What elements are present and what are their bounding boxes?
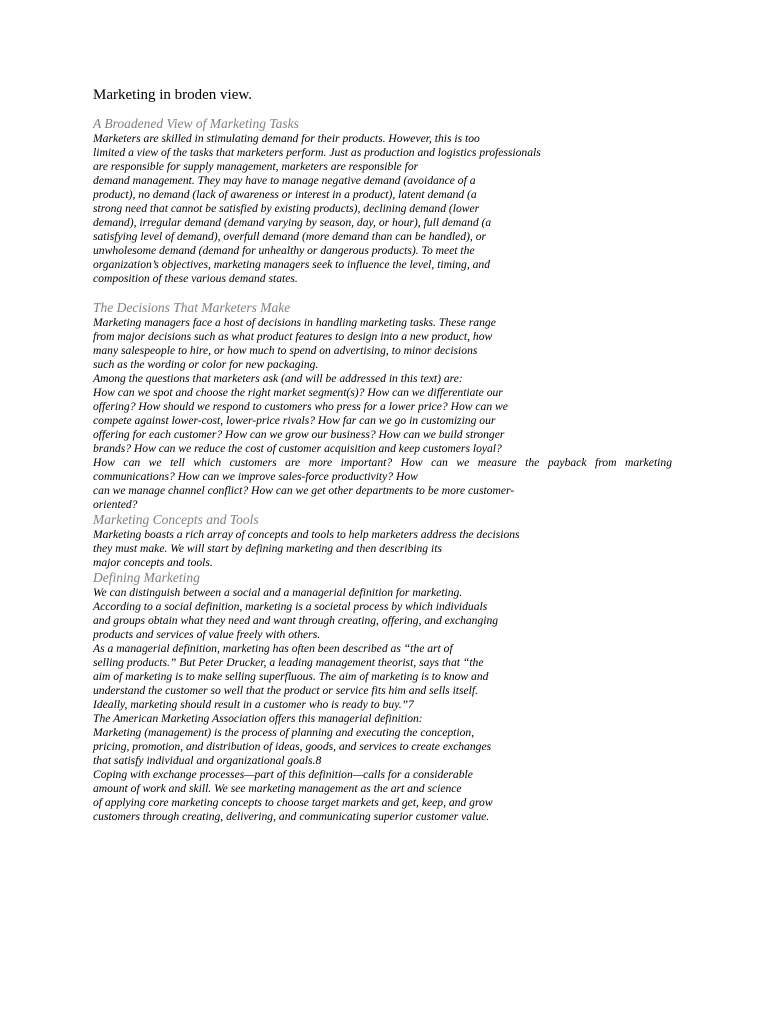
paragraph-line: composition of these various demand states.	[93, 272, 298, 285]
paragraph-line: How can we spot and choose the right market segment(s)? How can we differentiate our	[93, 386, 503, 399]
paragraph-line: and groups obtain what they need and want through creating, offering, and exchanging	[93, 614, 499, 627]
paragraph-line: Ideally, marketing should result in a customer who is ready to buy.”7	[93, 698, 414, 711]
paragraph-line: communications? How can we improve sales-force productivity? How	[93, 470, 418, 483]
paragraph-line: of applying core marketing concepts to choose target markets and get, keep, and grow	[93, 796, 493, 809]
paragraph-line: oriented?	[93, 498, 138, 511]
paragraph-line: satisfying level of demand), overfull demand (more demand than can be handled), or	[93, 230, 487, 243]
paragraph-line: brands? How can we reduce the cost of customer acquisition and keep customers loyal?	[93, 442, 502, 455]
paragraph-line: How can we tell which customers are more important? How can we measure the payback from marketing	[93, 456, 672, 469]
paragraph-line: major concepts and tools.	[93, 556, 213, 569]
paragraph-line: unwholesome demand (demand for unhealthy or dangerous products). To meet the	[93, 244, 475, 257]
paragraph-line: organization’s objectives, marketing managers seek to influence the level, timing, and	[93, 258, 491, 271]
paragraph-line: We can distinguish between a social and a managerial definition for marketing.	[93, 586, 463, 599]
paragraph-line: As a managerial definition, marketing has often been described as “the art of	[93, 642, 453, 655]
paragraph-line: demand management. They may have to manage negative demand (avoidance of a	[93, 174, 476, 187]
section-concepts-tools	[93, 512, 520, 570]
paragraph-line: amount of work and skill. We see marketing management as the art and science	[93, 782, 462, 795]
paragraph-line: offering? How should we respond to customers who press for a lower price? How can we	[93, 400, 508, 413]
paragraph-line: selling products.” But Peter Drucker, a leading management theorist, says that “the	[93, 656, 484, 669]
paragraph-line: demand), irregular demand (demand varying by season, day, or hour), full demand (a	[93, 216, 492, 229]
paragraph-line: limited a view of the tasks that marketers perform. Just as production and logistics professionals	[93, 146, 541, 159]
paragraph-line: product), no demand (lack of awareness or interest in a product), latent demand (a	[93, 188, 477, 201]
paragraph-line: The American Marketing Association offers this managerial definition:	[93, 712, 423, 725]
paragraph-line: that satisfy individual and organizational goals.8	[93, 754, 322, 767]
paragraph-line: compete against lower-cost, lower-price rivals? How far can we go in customizing our	[93, 414, 496, 427]
paragraph-line: Among the questions that marketers ask (and will be addressed in this text) are:	[93, 372, 463, 385]
paragraph-line: many salespeople to hire, or how much to spend on advertising, to minor decisions	[93, 344, 478, 357]
section-broadened-view	[93, 116, 541, 286]
paragraph-line: Coping with exchange processes—part of this definition—calls for a considerable	[93, 768, 473, 781]
document-title: Marketing in broden view.	[93, 87, 252, 103]
paragraph-line: Marketers are skilled in stimulating demand for their products. However, this is too	[93, 132, 480, 145]
paragraph-line: such as the wording or color for new packaging.	[93, 358, 319, 371]
paragraph-line: products and services of value freely with others.	[93, 628, 321, 641]
paragraph-line: strong need that cannot be satisfied by existing products), declining demand (lower	[93, 202, 480, 215]
section-heading: A Broadened View of Marketing Tasks	[93, 116, 299, 131]
paragraph-line: Marketing (management) is the process of planning and executing the conception,	[93, 726, 475, 739]
section-decisions	[93, 300, 672, 512]
paragraph-line: can we manage channel conflict? How can we get other departments to be more customer-	[93, 484, 515, 497]
paragraph-line: Marketing managers face a host of decisions in handling marketing tasks. These range	[93, 316, 496, 329]
paragraph-line: Marketing boasts a rich array of concepts and tools to help marketers address the decisions	[93, 528, 520, 541]
paragraph-line: pricing, promotion, and distribution of ideas, goods, and services to create exchanges	[93, 740, 492, 753]
paragraph-line: they must make. We will start by defining marketing and then describing its	[93, 542, 442, 555]
paragraph-line: are responsible for supply management, marketers are responsible for	[93, 160, 419, 173]
paragraph-line: aim of marketing is to make selling superfluous. The aim of marketing is to know and	[93, 670, 489, 683]
section-heading: The Decisions That Marketers Make	[93, 300, 291, 315]
paragraph-line: understand the customer so well that the product or service fits him and sells itself.	[93, 684, 479, 697]
section-heading: Defining Marketing	[93, 570, 200, 585]
section-defining-marketing	[93, 570, 498, 824]
paragraph-line: offering for each customer? How can we grow our business? How can we build stronger	[93, 428, 505, 441]
paragraph-line: According to a social definition, marketing is a societal process by which individuals	[93, 600, 488, 613]
section-heading: Marketing Concepts and Tools	[93, 512, 259, 527]
paragraph-line: customers through creating, delivering, and communicating superior customer value.	[93, 810, 490, 823]
paragraph-line: from major decisions such as what product features to design into a new product, how	[93, 330, 493, 343]
